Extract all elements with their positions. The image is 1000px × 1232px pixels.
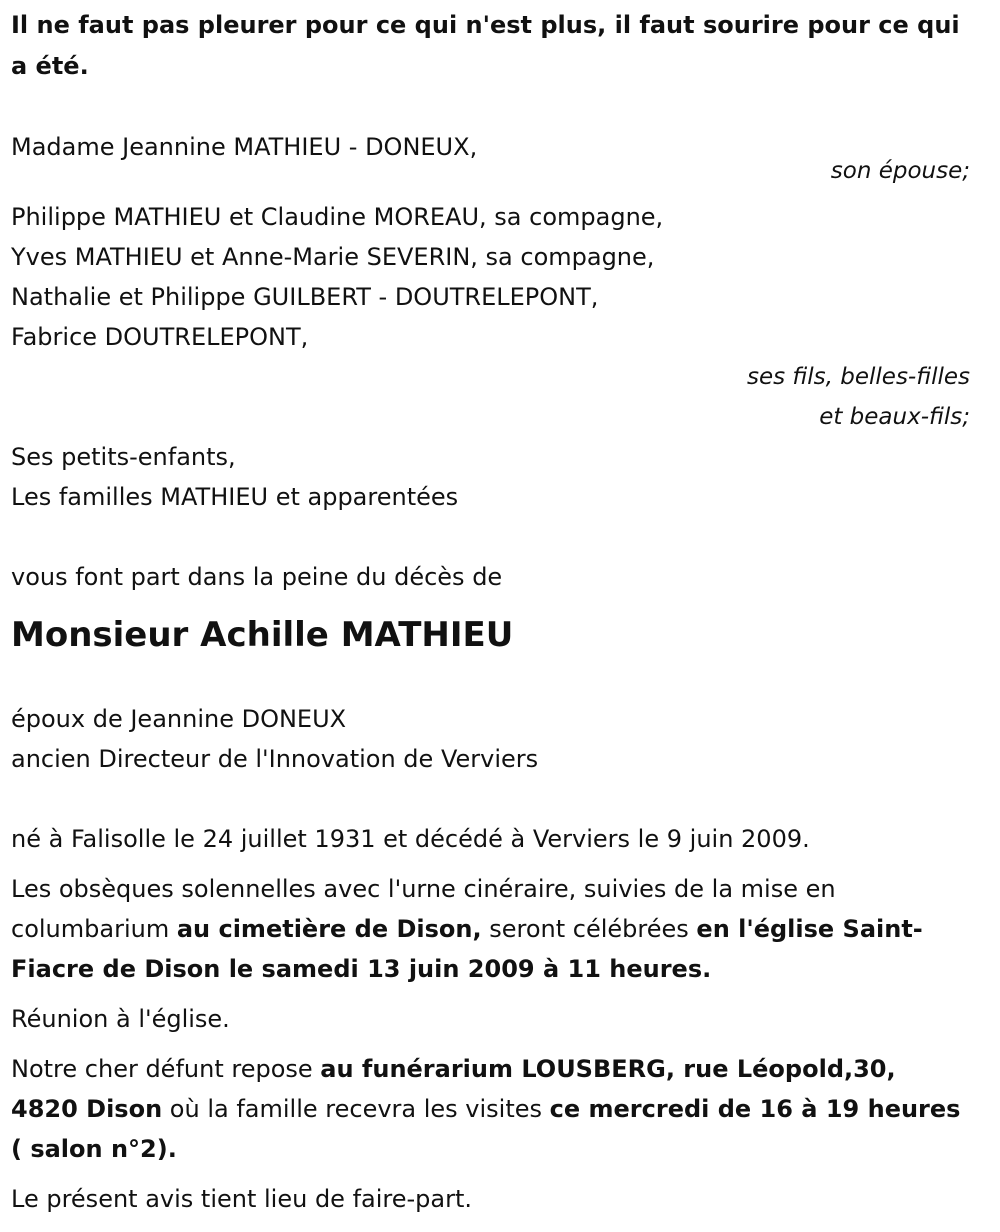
spacer [11, 1039, 970, 1049]
rest-text: Notre cher défunt repose [11, 1055, 321, 1083]
rest-text: où la famille recevra les visites [162, 1095, 550, 1123]
families-line: Les familles MATHIEU et apparentées [11, 483, 459, 511]
rest-funeral-home: au funérarium LOUSBERG, rue Léopold,30, 4820 Dison [11, 1055, 896, 1123]
announcement-line: vous font part dans la peine du décès de [11, 563, 503, 591]
deceased-title: ancien Directeur de l'Innovation de Verviers [11, 745, 539, 773]
child-line: Philippe MATHIEU et Claudine MOREAU, sa compagne, [11, 203, 664, 231]
funeral-text: seront célébrées [481, 915, 697, 943]
spouse-role: son épouse; [830, 158, 970, 184]
children-role-line1: ses fils, belles-filles [746, 364, 970, 390]
rest-paragraph [11, 1049, 970, 1169]
spacer [11, 779, 970, 819]
spacer [11, 859, 970, 869]
notice-line: Le présent avis tient lieu de faire-part. [11, 1185, 473, 1213]
child-line: Yves MATHIEU et Anne-Marie SEVERIN, sa compagne, [11, 243, 655, 271]
children-role-line2: et beaux-fils; [819, 404, 970, 430]
funeral-church-date: en l'église Saint-Fiacre de Dison le samedi 13 juin 2009 à 11 heures. [11, 915, 923, 983]
deceased-spouse-of: époux de Jeannine DONEUX [11, 705, 347, 733]
spacer [11, 87, 970, 127]
child-line: Fabrice DOUTRELEPONT, [11, 323, 309, 351]
rest-visiting-hours: ce mercredi de 16 à 19 heures ( salon n°2). [11, 1095, 961, 1163]
spacer [11, 989, 970, 999]
opening-quote: Il ne faut pas pleurer pour ce qui n'est plus, il faut sourire pour ce qui a été. [11, 11, 960, 80]
spouse-name: Madame Jeannine MATHIEU - DONEUX, [11, 133, 478, 161]
spacer [11, 517, 970, 557]
deceased-name: Monsieur Achille MATHIEU [11, 615, 514, 655]
child-line: Nathalie et Philippe GUILBERT - DOUTRELEPONT, [11, 283, 599, 311]
spacer [11, 659, 970, 699]
grandchildren-line: Ses petits-enfants, [11, 443, 236, 471]
spacer [11, 1169, 970, 1179]
reunion-line: Réunion à l'église. [11, 1005, 230, 1033]
funeral-text: Les obsèques solennelles avec l'urne cinéraire, suivies de la mise en columbarium [11, 875, 836, 943]
funeral-paragraph [11, 869, 970, 989]
birth-death-line: né à Falisolle le 24 juillet 1931 et décédé à Verviers le 9 juin 2009. [11, 825, 810, 853]
funeral-cemetery: au cimetière de Dison, [176, 915, 482, 943]
